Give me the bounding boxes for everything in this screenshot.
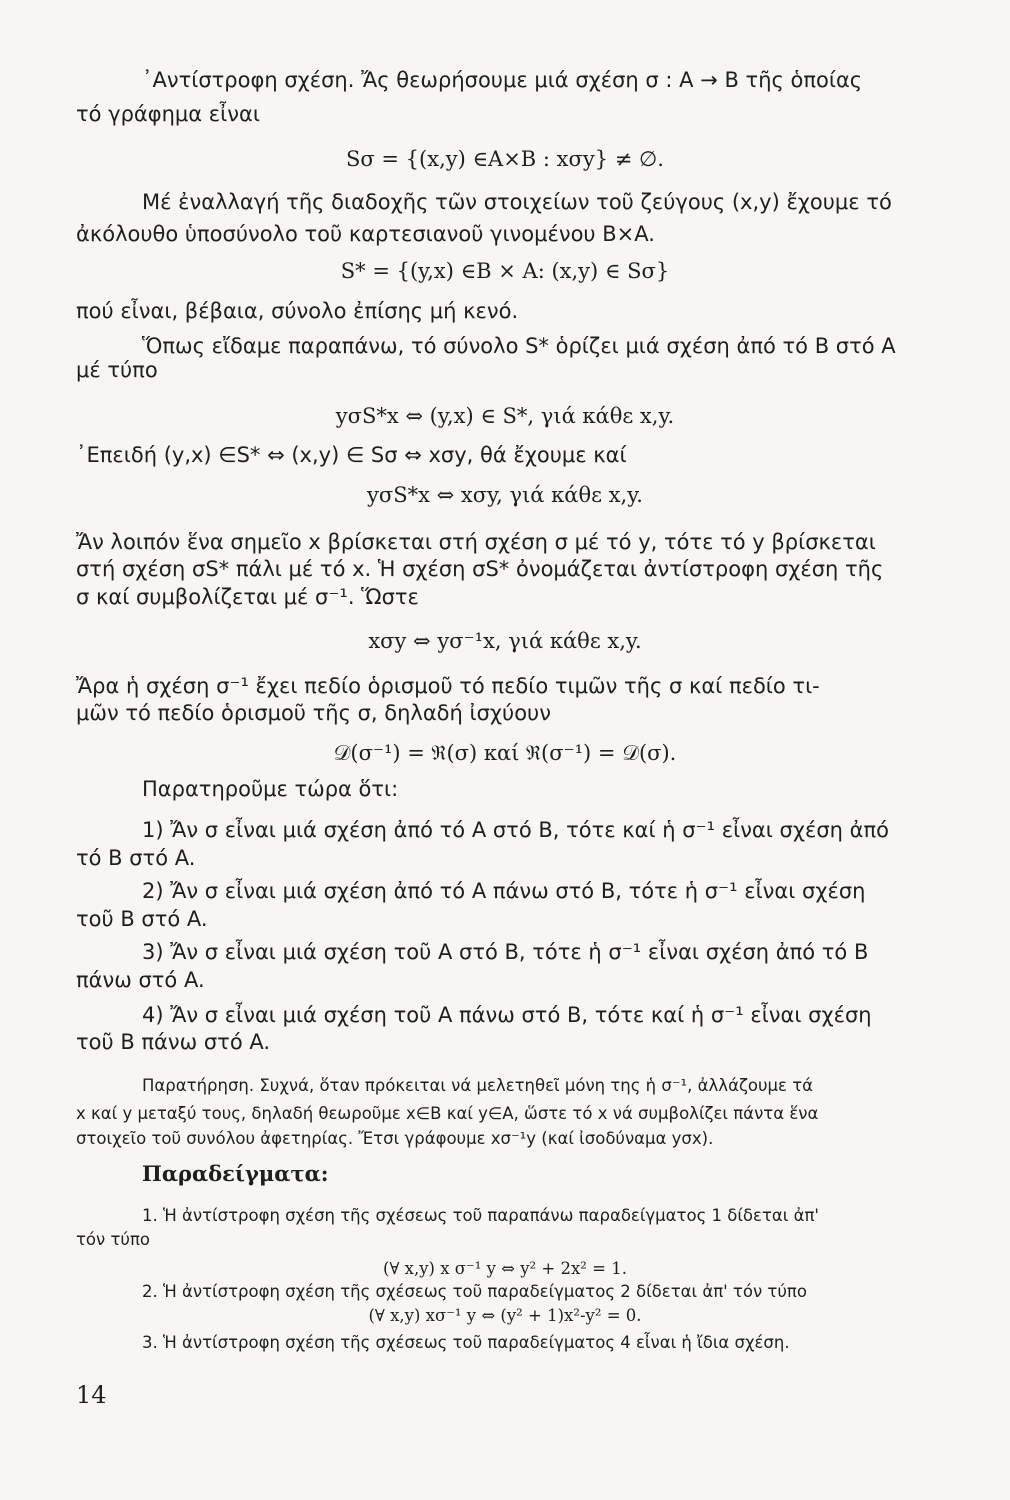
list-item-2: 2) Ἄν σ εἶναι μιά σχέση ἀπό τό A πάνω στό B, τότε ἡ σ⁻¹ εἶναι σχέση (142, 879, 866, 903)
list-item-1: 1) Ἄν σ εἶναι μιά σχέση ἀπό τό A στό B, τότε καί ἡ σ⁻¹ εἶναι σχέση ἀπό (142, 818, 889, 842)
text-line: πάνω στό A. (76, 968, 205, 992)
remark-line: Παρατήρηση. Συχνά, ὅταν πρόκειται νά μελετηθεῖ μόνη της ἡ σ⁻¹, ἀλλάζουμε τά (142, 1076, 814, 1095)
text-line: μῶν τό πεδίο ὁρισμοῦ τῆς σ, δηλαδή ἰσχύουν (76, 701, 551, 725)
formula-relation: yσS*x ⇔ (y,x) ∈ S*, γιά κάθε x,y. (335, 404, 675, 428)
text-line: τόν τύπο (76, 1230, 151, 1249)
text-line: τοῦ B στό A. (76, 907, 208, 931)
formula-domain-range: 𝒟(σ⁻¹) = ℜ(σ) καί ℜ(σ⁻¹) = 𝒟(σ). (333, 741, 677, 765)
text-line: τό γράφημα εἶναι (76, 102, 260, 126)
list-item-4: 4) Ἄν σ εἶναι μιά σχέση τοῦ A πάνω στό B, τότε καί ἡ σ⁻¹ εἶναι σχέση (142, 1003, 872, 1027)
example-3: 3. Ἡ ἀντίστροφη σχέση τῆς σχέσεως τοῦ παραδείγματος 4 εἶναι ἡ ἴδια σχέση. (142, 1333, 790, 1352)
formula-inverse-set: S* = {(y,x) ∈B × A: (x,y) ∈ Sσ} (340, 259, 670, 283)
text-line: ἀκόλουθο ὑποσύνολο τοῦ καρτεσιανοῦ γινομένου B×A. (76, 222, 655, 246)
formula-example-1: (∀ x,y) x σ⁻¹ y ⇔ y² + 2x² = 1. (383, 1259, 627, 1278)
formula-relation: yσS*x ⇔ xσy, γιά κάθε x,y. (367, 483, 643, 507)
text-line: τοῦ B πάνω στό A. (76, 1030, 271, 1054)
text-line: ᾿Επειδή (y,x) ∈S* ⇔ (x,y) ∈ Sσ ⇔ xσy, θά ἔχουμε καί (76, 443, 627, 467)
examples-heading: Παραδείγματα: (142, 1161, 329, 1186)
text-line: Μέ ἐναλλαγή τῆς διαδοχῆς τῶν στοιχείων τοῦ ζεύγους (x,y) ἔχουμε τό (142, 190, 892, 214)
text-line: Ὅπως εἴδαμε παραπάνω, τό σύνολο S* ὁρίζει μιά σχέση ἀπό τό B στό A (142, 334, 896, 358)
text-line: Ἄρα ἡ σχέση σ⁻¹ ἔχει πεδίο ὁρισμοῦ τό πεδίο τιμῶν τῆς σ καί πεδίο τι- (76, 674, 820, 698)
text-line: τό B στό A. (76, 846, 196, 870)
formula-graph: Sσ = {(x,y) ∈A×B : xσy} ≠ ∅. (346, 147, 664, 171)
text-line: x καί y μεταξύ τους, δηλαδή θεωροῦμε x∈B καί y∈A, ὥστε τό x νά συμβολίζει πάντα ἕνα (76, 1104, 819, 1123)
formula-example-2: (∀ x,y) xσ⁻¹ y ⇔ (y² + 1)x²-y² = 0. (368, 1306, 642, 1325)
text-line: στή σχέση σS* πάλι μέ τό x. Ἡ σχέση σS* ὀνομάζεται ἀντίστροφη σχέση τῆς (76, 557, 884, 581)
text-line: Παρατηροῦμε τώρα ὅτι: (142, 777, 399, 801)
page-number: 14 (76, 1381, 107, 1409)
text-line: Ἄν λοιπόν ἕνα σημεῖο x βρίσκεται στή σχέση σ μέ τό y, τότε τό y βρίσκεται (76, 530, 876, 554)
list-item-3: 3) Ἄν σ εἶναι μιά σχέση τοῦ A στό B, τότε ἡ σ⁻¹ εἶναι σχέση ἀπό τό B (142, 940, 869, 964)
section-heading-line: ᾿Αντίστροφη σχέση. Ἄς θεωρήσουμε μιά σχέση σ : A → B τῆς ὁποίας (142, 68, 863, 92)
text-line: πού εἶναι, βέβαια, σύνολο ἐπίσης μή κενό. (76, 299, 519, 323)
example-1: 1. Ἡ ἀντίστροφη σχέση τῆς σχέσεως τοῦ παραπάνω παραδείγματος 1 δίδεται ἀπ' (142, 1206, 819, 1225)
formula-inverse: xσy ⇔ yσ⁻¹x, γιά κάθε x,y. (368, 629, 642, 653)
text-line: στοιχεῖο τοῦ συνόλου ἀφετηρίας. Ἔτσι γράφουμε xσ⁻¹y (καί ἰσοδύναμα yσx). (76, 1129, 714, 1148)
text-line: σ καί συμβολίζεται μέ σ⁻¹. Ὥστε (76, 585, 419, 609)
example-2: 2. Ἡ ἀντίστροφη σχέση τῆς σχέσεως τοῦ παραδείγματος 2 δίδεται ἀπ' τόν τύπο (142, 1282, 807, 1301)
text-line: μέ τύπο (76, 358, 158, 382)
